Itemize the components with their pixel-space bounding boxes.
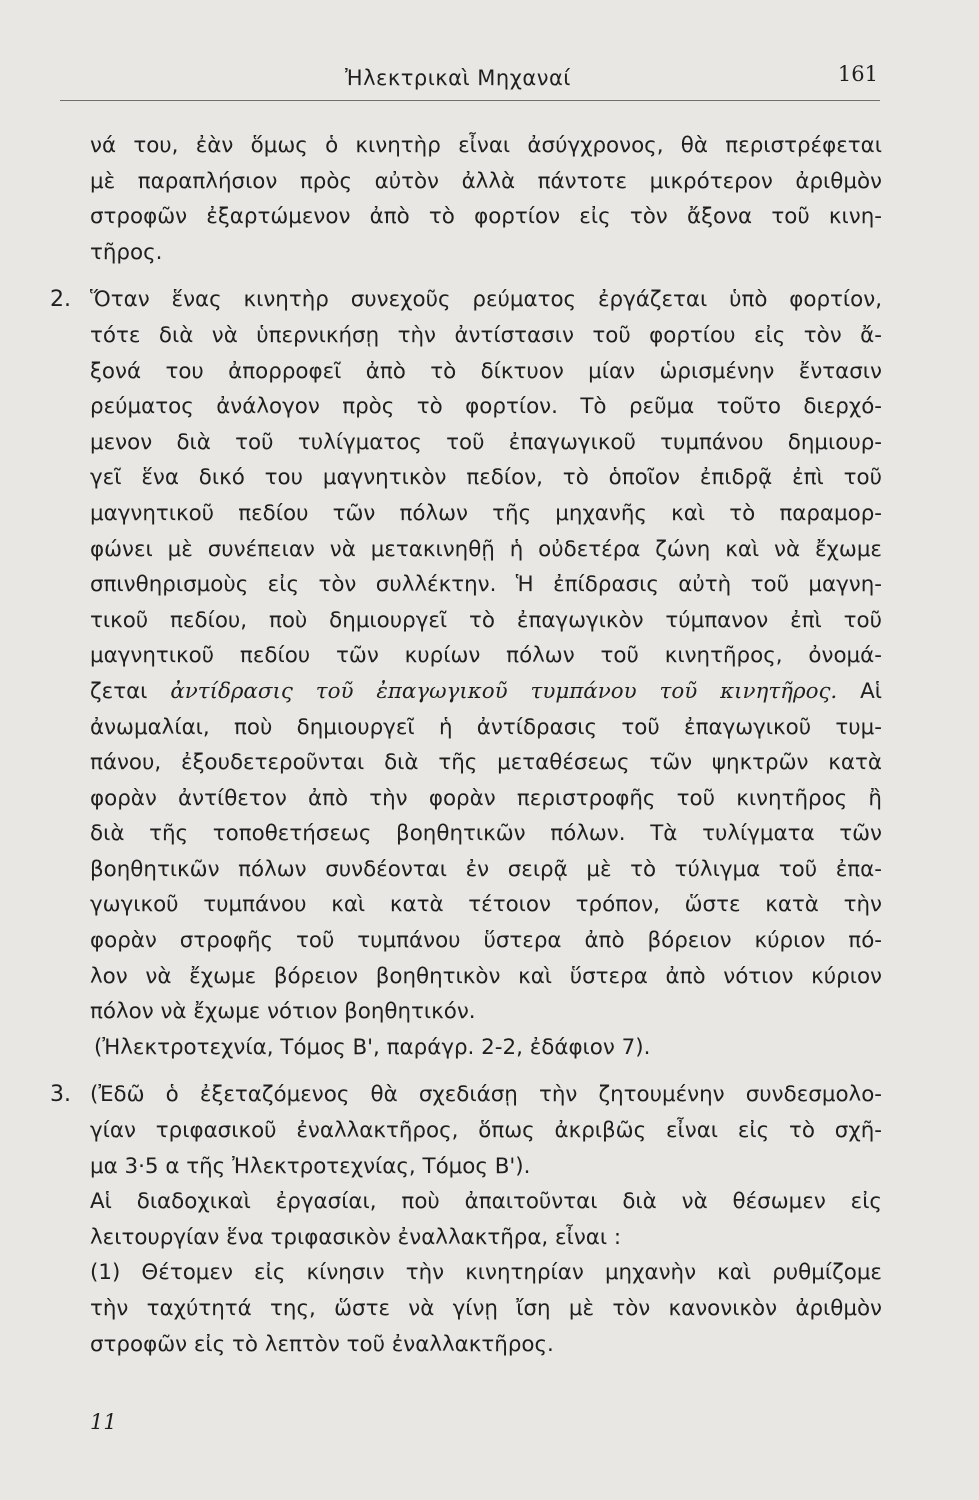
text-line: στροφῶν εἰς τὸ λεπτὸν τοῦ ἐναλλακτῆρος.	[90, 1331, 554, 1357]
line-end: Αἱ	[860, 678, 882, 704]
text-line: τὴν ταχύτητά της, ὥστε νὰ γίνῃ ἴση μὲ τὸν κανονικὸν ἀριθμὸν	[90, 1296, 882, 1321]
text-line: ρεύματος ἀνάλογον πρὸς τὸ φορτίον. Τὸ ρεῦμα τοῦτο διερχό-	[90, 394, 882, 420]
text-line: πόλον νὰ ἔχωμε νότιον βοηθητικόν.	[90, 999, 476, 1025]
text-line: τικοῦ πεδίου, ποὺ δημιουργεῖ τὸ ἐπαγωγικὸν τύμπανον ἐπὶ τοῦ	[90, 607, 882, 633]
running-header	[90, 58, 880, 98]
line-start: ζεται	[90, 678, 148, 704]
text-line: ἀνωμαλίαι, ποὺ δημιουργεῖ ἡ ἀντίδρασις τοῦ ἐπαγωγικοῦ τυμ-	[90, 714, 882, 740]
text-line: λον νὰ ἔχωμε βόρειον βοηθητικὸν καὶ ὕστερα ἀπὸ νότιον κύριον	[90, 963, 882, 989]
text-line: μαγνητικοῦ πεδίου τῶν πόλων τῆς μηχανῆς καὶ τὸ παραμορ-	[90, 500, 882, 526]
text-line: μα 3·5 α τῆς Ἠλεκτροτεχνίας, Τόμος Β').	[90, 1153, 531, 1179]
text-line: (Ἐδῶ ὁ ἐξεταζόμενος θὰ σχεδιάσῃ τὴν ζητουμένην συνδεσμολο-	[90, 1082, 882, 1108]
printer-signature: 11	[90, 1410, 117, 1434]
answer-2	[50, 282, 882, 1065]
text-line: (1) Θέτομεν εἰς κίνησιν τὴν κινητηρίαν μηχανὴν καὶ ρυθμίζομε	[90, 1260, 882, 1286]
italic-term: ἀντίδρασις τοῦ ἐπαγωγικοῦ τυμπάνου τοῦ κινητῆρος.	[170, 678, 838, 704]
text-line: νά του, ἐὰν ὅμως ὁ κινητὴρ εἶναι ἀσύγχρονος, θὰ περιστρέφεται	[90, 133, 882, 158]
text-line: μὲ παραπλήσιον πρὸς αὐτὸν ἀλλὰ πάντοτε μικρότερον ἀριθμὸν	[90, 168, 882, 194]
text-line: διὰ τῆς τοποθετήσεως βοηθητικῶν πόλων. Τὰ τυλίγματα τῶν	[90, 821, 882, 847]
header-rule	[60, 100, 880, 101]
text-line: βοηθητικῶν πόλων συνδέονται ἐν σειρᾷ μὲ τὸ τύλιγμα τοῦ ἐπα-	[90, 856, 882, 882]
text-line: φορὰν ἀντίθετον ἀπὸ τὴν φορὰν περιστροφῆς τοῦ κινητῆρος ἢ	[90, 785, 882, 811]
text-line: μαγνητικοῦ πεδίου τῶν κυρίων πόλων τοῦ κινητῆρος, ὀνομά-	[90, 643, 882, 669]
text-line: γωγικοῦ τυμπάνου καὶ κατὰ τέτοιον τρόπον, ὥστε κατὰ τὴν	[90, 892, 882, 918]
item-number: 2.	[50, 287, 71, 313]
running-title: Ἠλεκτρικαὶ Μηχαναί	[345, 66, 571, 90]
text-line: στροφῶν ἐξαρτώμενον ἀπὸ τὸ φορτίον εἰς τὸν ἄξονα τοῦ κινη-	[90, 204, 882, 230]
text-line: σπινθηρισμοὺς εἰς τὸν συλλέκτην. Ἡ ἐπίδρασις αὐτὴ τοῦ μαγνη-	[90, 572, 882, 598]
page-body	[50, 128, 882, 1362]
text-line: πάνου, ἐξουδετεροῦνται διὰ τῆς μεταθέσεως τῶν ψηκτρῶν κατὰ	[90, 750, 882, 776]
italic-text-line	[90, 674, 882, 710]
text-line: λειτουργίαν ἕνα τριφασικὸν ἐναλλακτῆρα, εἶναι :	[90, 1224, 622, 1250]
spacer	[90, 1065, 882, 1077]
text-line: μενον διὰ τοῦ τυλίγματος τοῦ ἐπαγωγικοῦ τυμπάνου δημιουρ-	[90, 429, 882, 455]
text-line: γεῖ ἕνα δικό του μαγνητικὸν πεδίον, τὸ ὁποῖον ἐπιδρᾷ ἐπὶ τοῦ	[90, 465, 882, 491]
answer-3	[50, 1077, 882, 1362]
page-number: 161	[837, 62, 878, 86]
text-line: ξονά του ἀπορροφεῖ ἀπὸ τὸ δίκτυον μίαν ὡρισμένην ἔντασιν	[90, 358, 882, 384]
text-line: τῆρος.	[90, 239, 163, 265]
continuation-paragraph	[90, 128, 882, 270]
text-line: Ὅταν ἕνας κινητὴρ συνεχοῦς ρεύματος ἐργάζεται ὑπὸ φορτίον,	[90, 287, 882, 313]
text-line: Αἱ διαδοχικαὶ ἐργασίαι, ποὺ ἀπαιτοῦνται διὰ νὰ θέσωμεν εἰς	[90, 1189, 882, 1215]
text-line: φώνει μὲ συνέπειαν νὰ μετακινηθῇ ἡ οὐδετέρα ζώνη καὶ νὰ ἔχωμε	[90, 536, 882, 562]
spacer	[90, 270, 882, 282]
text-line: τότε διὰ νὰ ὑπερνικήσῃ τὴν ἀντίστασιν τοῦ φορτίου εἰς τὸν ἄ-	[90, 322, 882, 348]
item-number: 3.	[50, 1082, 71, 1108]
text-line: γίαν τριφασικοῦ ἐναλλακτῆρος, ὅπως ἀκριβῶς εἶναι εἰς τὸ σχῆ-	[90, 1118, 882, 1144]
text-line: φορὰν στροφῆς τοῦ τυμπάνου ὕστερα ἀπὸ βόρειον κύριον πό-	[90, 928, 882, 954]
citation: (Ἠλεκτροτεχνία, Τόμος Β', παράγρ. 2-2, ἐδάφιον 7).	[94, 1034, 651, 1060]
